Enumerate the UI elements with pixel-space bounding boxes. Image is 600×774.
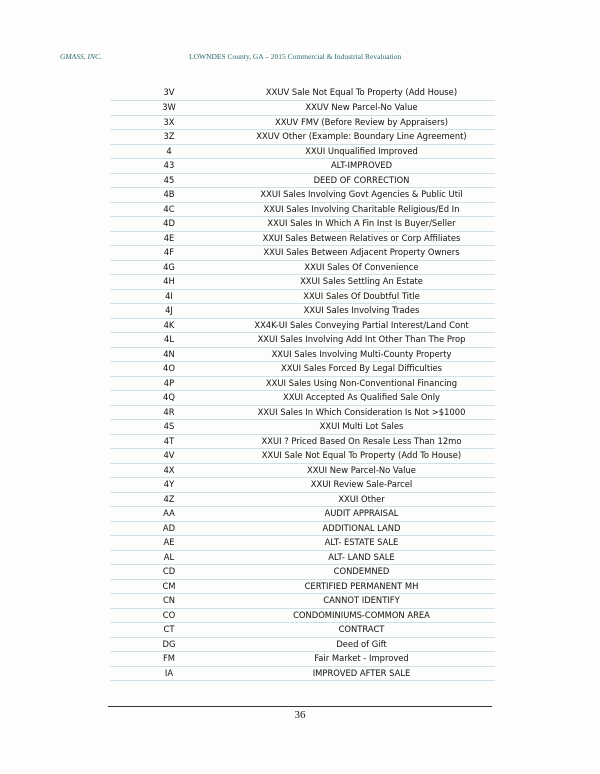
sale-codes-table-body — [110, 86, 495, 681]
page-number: 36 — [294, 709, 306, 721]
sale-code-cell: IA — [110, 666, 228, 681]
table-row — [110, 101, 495, 116]
sale-description-cell: CONDOMINIUMS-COMMON AREA — [228, 608, 495, 623]
sale-code-cell: AA — [110, 507, 228, 522]
sale-description-cell: DEED OF CORRECTION — [228, 173, 495, 188]
sale-description-cell: XXUI Sale Not Equal To Property (Add To House) — [228, 449, 495, 464]
sale-code-cell: 4P — [110, 376, 228, 391]
sale-description-cell: CONDEMNED — [228, 565, 495, 580]
footer-divider — [108, 706, 492, 707]
table-row — [110, 304, 495, 319]
table-row — [110, 594, 495, 609]
sale-code-cell: 4D — [110, 217, 228, 232]
sale-description-cell: XXUV Other (Example: Boundary Line Agreement) — [228, 130, 495, 145]
sale-code-cell: 4Z — [110, 492, 228, 507]
sale-description-cell: XXUI Sales Between Relatives or Corp Affiliates — [228, 231, 495, 246]
sale-code-cell: 4Q — [110, 391, 228, 406]
sale-description-cell: XXUI Sales Of Doubtful Title — [228, 289, 495, 304]
table-row — [110, 550, 495, 565]
table-row — [110, 144, 495, 159]
sale-code-cell: 4F — [110, 246, 228, 261]
document-title: LOWNDES County, GA – 2015 Commercial & Industrial Revaluation — [189, 52, 402, 61]
sale-code-cell: 4I — [110, 289, 228, 304]
sale-description-cell: XXUI Sales Of Convenience — [228, 260, 495, 275]
sale-description-cell: XXUV FMV (Before Review by Appraisers) — [228, 115, 495, 130]
sale-description-cell: XXUI Sales Involving Trades — [228, 304, 495, 319]
sale-code-cell: 4X — [110, 463, 228, 478]
table-row — [110, 362, 495, 377]
table-row — [110, 608, 495, 623]
sale-description-cell: XX4K-UI Sales Conveying Partial Interest/Land Cont — [228, 318, 495, 333]
sale-description-cell: XXUI Sales Involving Add Int Other Than The Prop — [228, 333, 495, 348]
sale-description-cell: XXUV Sale Not Equal To Property (Add House) — [228, 86, 495, 101]
sale-code-cell: CT — [110, 623, 228, 638]
sale-description-cell: XXUI Sales In Which A Fin Inst Is Buyer/Seller — [228, 217, 495, 232]
page-header — [60, 52, 540, 64]
sale-code-cell: 4H — [110, 275, 228, 290]
sale-description-cell: IMPROVED AFTER SALE — [228, 666, 495, 681]
sale-code-cell: 3W — [110, 101, 228, 116]
table-row — [110, 434, 495, 449]
table-row — [110, 623, 495, 638]
table-row — [110, 521, 495, 536]
table-row — [110, 159, 495, 174]
sale-description-cell: XXUI Sales Forced By Legal Difficulties — [228, 362, 495, 377]
table-row — [110, 188, 495, 203]
sale-code-cell: 45 — [110, 173, 228, 188]
sale-description-cell: CERTIFIED PERMANENT MH — [228, 579, 495, 594]
sale-code-cell: CM — [110, 579, 228, 594]
table-row — [110, 507, 495, 522]
sale-description-cell: XXUI ? Priced Based On Resale Less Than 12mo — [228, 434, 495, 449]
table-row — [110, 260, 495, 275]
sale-code-cell: 4S — [110, 420, 228, 435]
sale-code-cell: 4R — [110, 405, 228, 420]
table-row — [110, 405, 495, 420]
sale-description-cell: XXUI New Parcel-No Value — [228, 463, 495, 478]
sale-code-cell: 4V — [110, 449, 228, 464]
sale-description-cell: XXUI Sales Settling An Estate — [228, 275, 495, 290]
sale-description-cell: XXUI Multi Lot Sales — [228, 420, 495, 435]
table-row — [110, 666, 495, 681]
sale-code-cell: 3V — [110, 86, 228, 101]
sale-description-cell: CANNOT IDENTIFY — [228, 594, 495, 609]
sale-code-cell: 4 — [110, 144, 228, 159]
sale-code-cell: 4B — [110, 188, 228, 203]
sale-description-cell: XXUI Review Sale-Parcel — [228, 478, 495, 493]
sale-code-cell: 4T — [110, 434, 228, 449]
table-row — [110, 347, 495, 362]
sale-description-cell: XXUI Sales Involving Charitable Religious/Ed In — [228, 202, 495, 217]
sale-description-cell: XXUI Sales Using Non-Conventional Financing — [228, 376, 495, 391]
sale-code-cell: DG — [110, 637, 228, 652]
table-row — [110, 246, 495, 261]
sale-code-cell: CD — [110, 565, 228, 580]
sale-description-cell: ALT-IMPROVED — [228, 159, 495, 174]
table-row — [110, 231, 495, 246]
table-row — [110, 333, 495, 348]
sale-code-cell: AE — [110, 536, 228, 551]
sale-description-cell: ADDITIONAL LAND — [228, 521, 495, 536]
sale-description-cell: XXUI Sales Between Adjacent Property Owners — [228, 246, 495, 261]
table-row — [110, 492, 495, 507]
table-row — [110, 449, 495, 464]
sale-code-cell: FM — [110, 652, 228, 667]
table-row — [110, 289, 495, 304]
sale-codes-table — [110, 86, 495, 681]
table-row — [110, 217, 495, 232]
sale-description-cell: XXUI Sales In Which Consideration Is Not >$1000 — [228, 405, 495, 420]
table-row — [110, 275, 495, 290]
sale-code-cell: 4J — [110, 304, 228, 319]
sale-code-cell: 4E — [110, 231, 228, 246]
sale-code-cell: 4K — [110, 318, 228, 333]
sale-code-cell: CO — [110, 608, 228, 623]
table-row — [110, 637, 495, 652]
sale-description-cell: XXUI Sales Involving Govt Agencies & Public Util — [228, 188, 495, 203]
sale-code-cell: 4N — [110, 347, 228, 362]
table-row — [110, 565, 495, 580]
table-row — [110, 391, 495, 406]
sale-description-cell: ALT- LAND SALE — [228, 550, 495, 565]
table-row — [110, 376, 495, 391]
table-row — [110, 478, 495, 493]
sale-description-cell: XXUI Sales Involving Multi-County Property — [228, 347, 495, 362]
sale-code-cell: 4O — [110, 362, 228, 377]
table-row — [110, 579, 495, 594]
sale-description-cell: Fair Market - Improved — [228, 652, 495, 667]
table-row — [110, 652, 495, 667]
table-row — [110, 463, 495, 478]
table-row — [110, 202, 495, 217]
sale-description-cell: CONTRACT — [228, 623, 495, 638]
sale-code-cell: 4G — [110, 260, 228, 275]
sale-description-cell: XXUI Other — [228, 492, 495, 507]
sale-code-cell: 3X — [110, 115, 228, 130]
sale-description-cell: AUDIT APPRAISAL — [228, 507, 495, 522]
table-row — [110, 173, 495, 188]
table-row — [110, 420, 495, 435]
sale-code-cell: CN — [110, 594, 228, 609]
sale-code-cell: 3Z — [110, 130, 228, 145]
table-row — [110, 536, 495, 551]
sale-code-cell: 4L — [110, 333, 228, 348]
table-row — [110, 86, 495, 101]
sale-code-cell: 43 — [110, 159, 228, 174]
sale-description-cell: XXUI Accepted As Qualified Sale Only — [228, 391, 495, 406]
sale-description-cell: XXUV New Parcel-No Value — [228, 101, 495, 116]
sale-code-cell: 4Y — [110, 478, 228, 493]
table-row — [110, 318, 495, 333]
sale-description-cell: ALT- ESTATE SALE — [228, 536, 495, 551]
sale-description-cell: Deed of Gift — [228, 637, 495, 652]
table-row — [110, 115, 495, 130]
sale-code-cell: 4C — [110, 202, 228, 217]
sale-description-cell: XXUI Unqualified Improved — [228, 144, 495, 159]
company-name: GMASS, INC. — [60, 52, 102, 61]
sale-code-cell: AL — [110, 550, 228, 565]
sale-code-cell: AD — [110, 521, 228, 536]
table-row — [110, 130, 495, 145]
